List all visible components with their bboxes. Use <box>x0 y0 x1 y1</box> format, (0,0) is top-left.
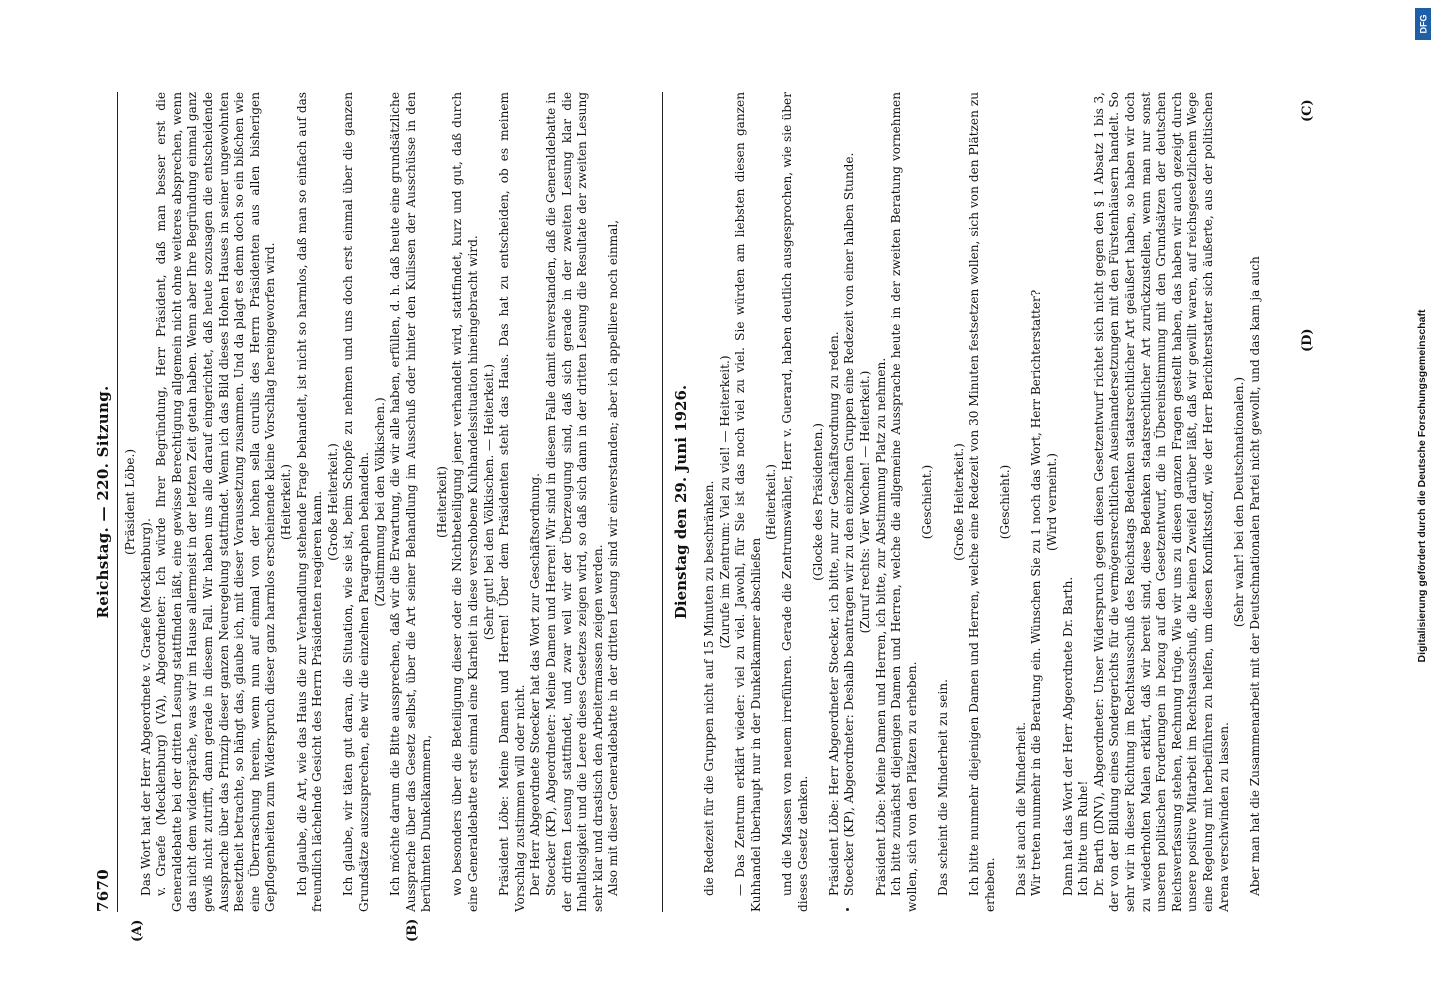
session-date: Dienstag den 29. Juni 1926. <box>672 384 690 620</box>
paragraph: (Geschieht.) <box>920 464 935 540</box>
paragraph: Ich möchte darum die Bitte aussprechen, daß wir die Erwartung, die wir alle haben, erfüllen, d. h. daß heute eine grundsätzliche Aussprache über das Gesetz selbst, über die Art seiner Behandlung im Ausschuß oder hinter den Kulissen der Ausschüsse in den berühmten Dunkelkammern, <box>388 92 434 912</box>
header-rule <box>117 92 118 912</box>
margin-marker-d: (D) <box>1300 328 1315 352</box>
paragraph: Stoecker (KP), Abgeordneter: Deshalb beantragen wir zu den einzelnen Gruppen eine Redezeit von einer halben Stunde. <box>842 152 857 896</box>
paragraph: (Große Heiterkeit.) <box>325 443 340 561</box>
paragraph: und die Massen von neuem irreführen. Gerade die Zentrumswähler, Herr v. Guerard, haben deutlich ausgesprochen, wie sie über dieses Gesetz denken. <box>779 92 810 912</box>
paragraph: Das scheint die Minderheit zu sein. <box>935 679 950 896</box>
paragraph: Präsident Löbe: Meine Damen und Herren, ich bitte, zur Abstimmung Platz zu nehmen. <box>873 357 888 896</box>
paragraph: (Zustimmung bei den Völkischen.) <box>372 397 387 607</box>
paragraph: Präsident Löbe: Herr Abgeordneter Stoecker, ich bitte, nur zur Geschäftsordnung zu reden. <box>826 331 841 896</box>
page-header-right-half <box>672 92 702 912</box>
paragraph: die Redezeit für die Gruppen nicht auf 15 Minuten zu beschränken. <box>702 480 716 896</box>
paragraph: (Wird verneint.) <box>1045 453 1060 551</box>
paragraph: (Heiterkeit) <box>434 465 449 539</box>
paragraph: Dr. Barth (DNV), Abgeordneter: Unser Widerspruch gegen diesen Gesetzentwurf richtet sich nicht gegen den § 1 Absatz 1 bis 3, der von der Bildung eines Sondergerichts für die vermögensrechtlichen Auseinandersetzungen mit den Fürstenhäusern handelt. So sehr wir in dieser Richtung im Rechtsausschuß des Reichstags Bedenken staatsrechtlicher Art geäußert haben, so haben wir doch zu wiederholten Malen erklärt, daß wir bereit sind, diese Bedenken staatsrechtlicher Art zurückzustellen, wenn man nur sonst unseren politischen Forderungen in bezug auf den Gesetzentwurf, die in Übereinstimmung mit den Grundsätzen der deutschen Reichsverfassung stehen, Rechnung trüge. Wie wir uns zu diesen ganzen Fragen gestellt haben, das haben wir auch gezeigt durch unsere positive Mitarbeit im Rechtsausschuß, die keinen Zweifel darüber läßt, daß wir gewillt waren, auf reichsgesetzlichem Wege eine Regelung mit herbeiführen zu helfen, um diesen Konfliktsstoff, wie der Herr Berichterstatter sich äußerte, aus der politischen Arena verschwinden zu lassen. <box>1091 92 1231 912</box>
scan-speck <box>846 908 849 911</box>
paragraph: (Zuruf rechts: Vier Wochen! — Heiterkeit.) <box>857 370 872 634</box>
paragraph: Wir treten nunmehr in die Beratung ein. Wünschen Sie zu 1 noch das Wort, Herr Berichterstatter? <box>1029 289 1044 896</box>
paragraph: — Das Zentrum erklärt wieder: viel zu viel. Jawohl, für Sie ist das noch viel zu viel. Sie würden am liebsten diesen ganzen Kuhhandel überhaupt nur in der Dunkelkammer abschließen <box>733 92 763 912</box>
paragraph: (Sehr wahr! bei den Deutschnationalen.) <box>1232 376 1247 628</box>
paragraph: wo besonders über die Beteiligung dieser oder die Nichtbeteiligung jener verhandelt wird, stattfindet, kurz und gut, daß durch eine Generaldebatte erst einmal eine Klarheit in diese verschobene Kuhhandelssituation hineingebracht wird. <box>450 92 481 912</box>
paragraph: Das Wort hat der Herr Abgeordnete v. Graefe (Mecklenburg). <box>138 518 153 896</box>
paragraph: Ich bitte zunächst diejenigen Damen und Herren, welche die allgemeine Aussprache heute in der zweiten Beratung vornehmen wollen, sich von den Plätzen zu erheben. <box>889 92 919 912</box>
paragraph: (Glocke des Präsidenten.) <box>811 423 826 581</box>
paragraph: (Heiterkeit.) <box>278 464 293 540</box>
paragraph: Stoecker (KP), Abgeordneter: Meine Damen und Herren! Wir sind in diesem Falle damit einverstanden, daß die Generaldebatte in der dritten Lesung stattfindet, und zwar weil wir der Überzeugung sind, daß sich gerade in der zweiten Lesung klar die Inhaltlosigkeit und die Leere dieses Gesetzes zeigen wird, so daß sich dann in der dritten Lesung die Resultate der zweiten Lesung sehr klar und drastisch den Arbeitermassen zeigen werden. <box>544 92 605 912</box>
paragraph: Der Herr Abgeordnete Stoecker hat das Wort zur Geschäftsordnung. <box>528 472 543 896</box>
paragraph: (Präsident Löbe.) <box>123 448 137 556</box>
text-column-right <box>702 92 1262 912</box>
page-number: 7670 <box>94 869 112 912</box>
digitization-sidebar <box>1412 0 1434 1000</box>
paragraph: Ich glaube, die Art, wie das Haus die zur Verhandlung stehende Frage behandelt, ist nicht so harmlos, daß man so einfach auf das freundlich lächelnde Gesicht des Herrn Präsidenten reagieren kann. <box>294 92 325 912</box>
paragraph: Das ist auch die Minderheit. <box>1013 722 1028 896</box>
paragraph: (Zurufe im Zentrum: Viel zu viel! — Heiterkeit.) <box>717 355 732 649</box>
funding-notice: Digitalisierung gefördert durch die Deutsche Forschungsgemeinschaft <box>1416 309 1428 663</box>
paragraph: (Heiterkeit.) <box>764 464 779 540</box>
rotated-document <box>90 92 1320 942</box>
paragraph: Also mit dieser Generaldebatte in der dritten Lesung sind wir einverstanden; aber ich appelliere noch einmal, <box>606 219 621 896</box>
paragraph: Aber man hat die Zusammenarbeit mit der Deutschnationalen Partei nicht gewollt, und das kam ja auch <box>1247 256 1262 896</box>
text-column-left <box>123 92 658 912</box>
margin-marker-b: (B) <box>405 918 420 942</box>
dfg-logo: DFG <box>1415 8 1431 40</box>
paragraph: Ich glaube, wir täten gut daran, die Situation, wie sie ist, beim Schopfe zu nehmen und uns doch erst einmal über die ganzen Grundsätze auszusprechen, ehe wir die einzelnen Paragraphen behandeln. <box>341 92 371 912</box>
paragraph: (Große Heiterkeit.) <box>951 443 966 561</box>
paragraph: Ich bitte um Ruhe! <box>1076 780 1091 896</box>
paragraph: Präsident Löbe: Meine Damen und Herren! Über dem Präsidenten steht das Haus. Das hat zu entscheiden, ob es meinem Vorschlag zustimmen will oder nicht. <box>497 92 527 912</box>
column-divider <box>662 92 663 912</box>
paragraph: (Sehr gut! bei den Völkischen. — Heiterkeit.) <box>481 363 496 641</box>
paragraph: (Geschieht.) <box>998 464 1013 540</box>
margin-marker-c: (C) <box>1300 99 1315 122</box>
paragraph: Dann hat das Wort der Herr Abgeordnete Dr. Barth. <box>1060 576 1075 896</box>
margin-marker-a: (A) <box>130 919 145 942</box>
paragraph: v. Graefe (Mecklenburg) (VA), Abgeordneter: Ich würde Ihrer Begründung, Herr Präsident, daß man besser erst die Generaldebatte bei der dritten Lesung stattfinden läßt, eine gewisse Berechtigung allgemein nicht ohne weiteres absprechen, wenn das nicht dem widerspräche, was wir im Hause allermeist in der letzten Zeit getan haben. Wenn aber Ihre Begründung einmal ganz gewiß nicht zutrifft, dann gerade in diesem Fall. Wir haben uns alle darauf eingerichtet, daß heute sozusagen die entscheidende Aussprache über das Prinzip dieser ganzen Neuregelung stattfindet. Wenn ich das Bild dieses Hohen Hauses in seiner ungewohnten Besetztheit betrachte, so hängt das, glaube ich, mit dieser Voraussetzung zusammen. Und da plagt es denn doch so ein bißchen wie eine Überraschung herein, wenn nun auf einmal von der hohen sella curulis des Herrn Präsidenten aus allen bisherigen Gepflogenheiten zum Widerspruch dieser ganz harmlos erscheinende kleine Vorschlag hereingeworfen wird. <box>154 92 278 912</box>
page-header-left-half <box>90 92 120 912</box>
paragraph: Ich bitte nunmehr diejenigen Damen und Herren, welche eine Redezeit von 30 Minuten festsetzen wollen, sich von den Plätzen zu erheben. <box>967 92 997 912</box>
session-title: Reichstag. — 220. Sitzung. <box>94 385 112 619</box>
